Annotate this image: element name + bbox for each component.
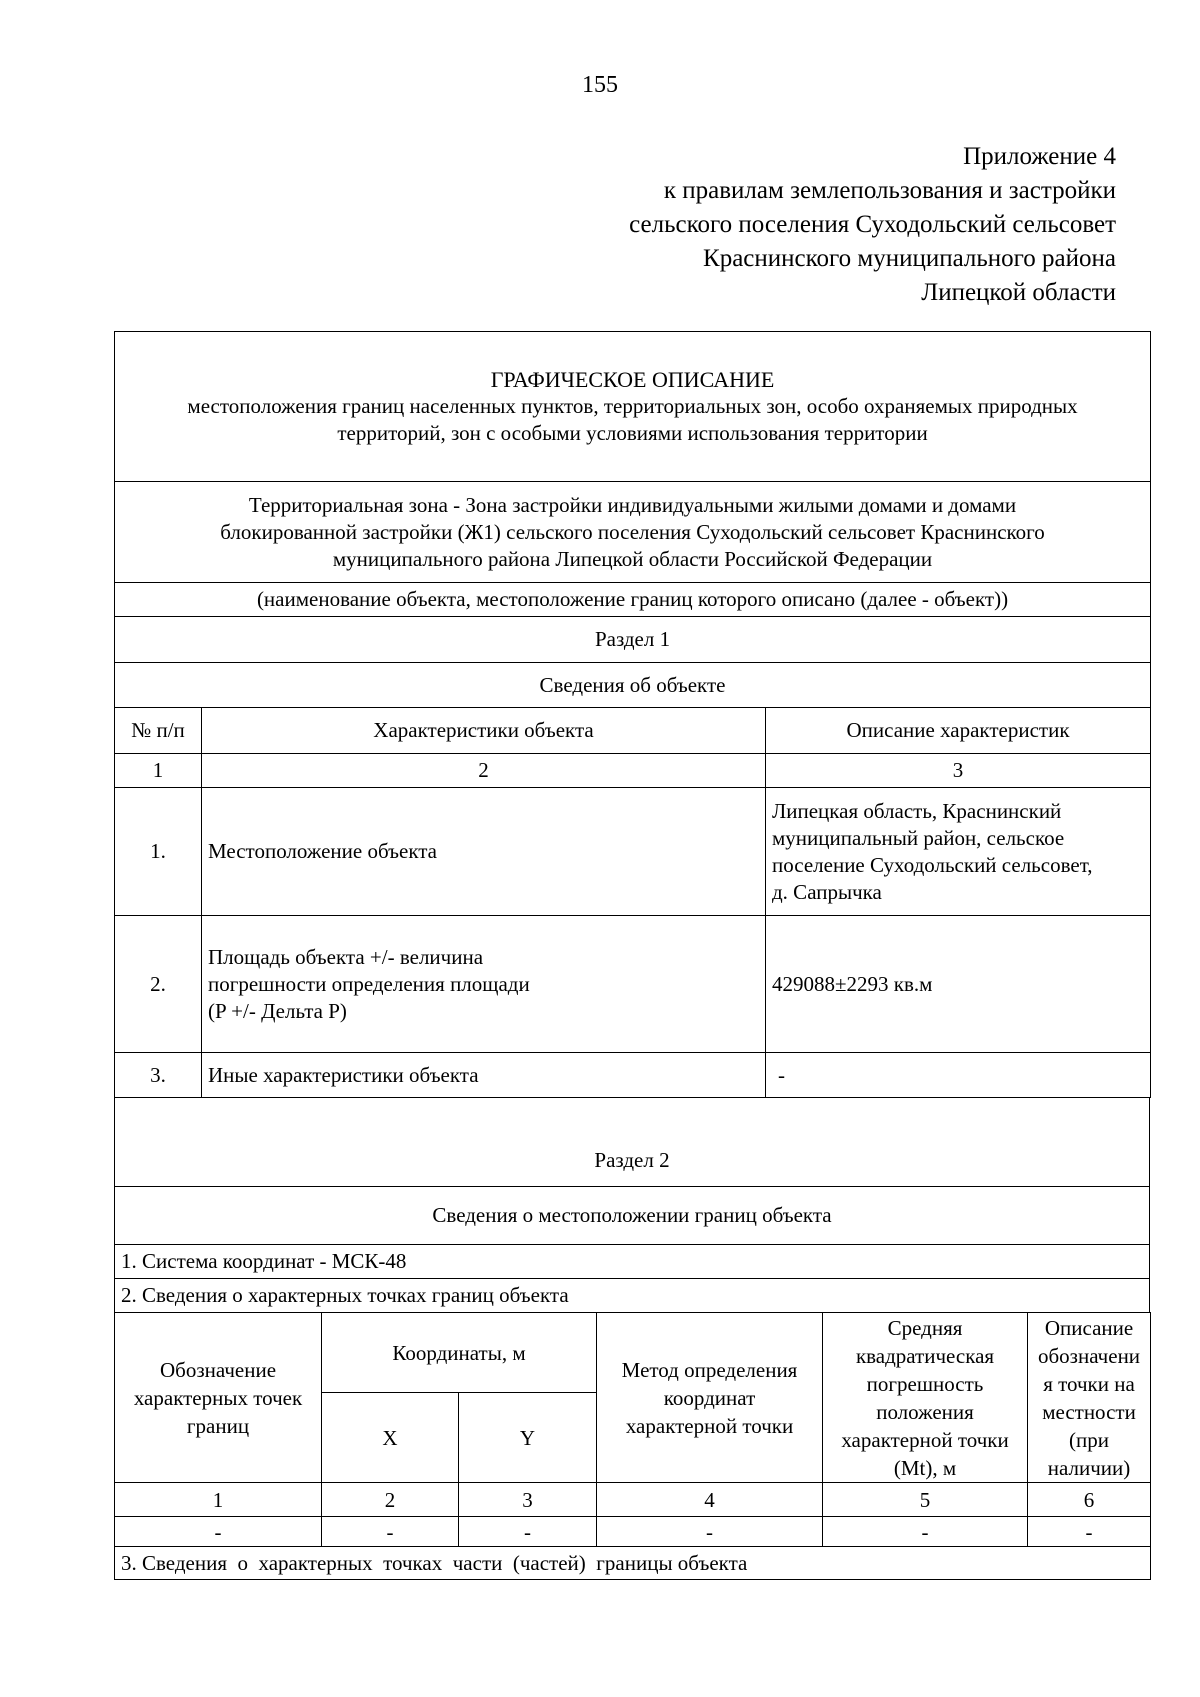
row-description (766, 1053, 1151, 1098)
appendix-block (629, 140, 1116, 310)
table-row (115, 916, 1151, 1053)
description-line: муниципальный район, сельское (772, 825, 1065, 850)
data-cell: - (823, 1517, 1028, 1547)
page-number: 155 (582, 72, 618, 98)
header-line: координат (663, 1385, 756, 1410)
column-header-error (823, 1313, 1028, 1483)
data-cell: - (322, 1517, 459, 1547)
header-line: характерной точки (841, 1427, 1009, 1452)
table-row (115, 1517, 1151, 1547)
points-heading: 2. Сведения о характерных точках границ объекта (115, 1279, 1150, 1313)
header-line: я точки на (1043, 1371, 1135, 1396)
header-line: положения (876, 1399, 974, 1424)
description-line: поселение Суходольский сельсовет, (772, 852, 1093, 877)
table-row (115, 1053, 1151, 1098)
column-header: № п/п (115, 708, 202, 754)
description-line: Липецкая область, Краснинский (772, 798, 1062, 823)
header-line: наличии) (1047, 1455, 1131, 1480)
object-name (115, 482, 1151, 583)
column-header-coordinates: Координаты, м (322, 1313, 597, 1393)
section2-table (114, 1097, 1150, 1313)
header-line: границ (186, 1413, 250, 1438)
column-number: 6 (1028, 1483, 1151, 1517)
characteristic-line: Местоположение объекта (208, 839, 438, 863)
row-description (766, 916, 1151, 1053)
column-header-x: X (322, 1393, 459, 1483)
document-title: ГРАФИЧЕСКОЕ ОПИСАНИЕ (490, 367, 775, 392)
appendix-line: сельского поселения Суходольский сельсовет (629, 211, 1116, 238)
column-header-description (1028, 1313, 1151, 1483)
table-row (115, 788, 1151, 916)
characteristic-line: погрешности определения площади (208, 971, 530, 996)
section1-title: Раздел 1 (115, 617, 1151, 663)
characteristic-line: Иные характеристики объекта (208, 1062, 479, 1087)
data-cell: - (1028, 1517, 1151, 1547)
object-name-line: муниципального района Липецкой области Российской Федерации (332, 546, 933, 571)
coordinate-system: 1. Система координат - МСК-48 (115, 1245, 1150, 1279)
characteristic-line: Площадь объекта +/- величина (208, 944, 484, 969)
header-line: погрешность (866, 1371, 984, 1396)
object-name-line: Территориальная зона - Зона застройки индивидуальными жилыми домами и домами (248, 492, 1017, 517)
column-header-y: Y (459, 1393, 597, 1483)
row-characteristic (202, 916, 766, 1053)
document-header (115, 332, 1151, 482)
header-line: квадратическая (855, 1343, 995, 1368)
object-name-line: блокированной застройки (Ж1) сельского поселения Суходольский сельсовет Краснинского (220, 519, 1045, 544)
characteristic-line: (P +/- Дельта P) (208, 998, 347, 1023)
header-line: Описание (1044, 1315, 1134, 1340)
header-line: Средняя (887, 1315, 963, 1340)
row-characteristic (202, 1053, 766, 1098)
column-header-designation (115, 1313, 322, 1483)
column-number: 3 (459, 1483, 597, 1517)
header-line: характерной точки (625, 1413, 794, 1438)
row-characteristic (202, 788, 766, 916)
header-line: характерных точек (133, 1385, 303, 1410)
column-header-method (597, 1313, 823, 1483)
document-subtitle: местоположения границ населенных пунктов, территориальных зон, особо охраняемых природных (187, 394, 1078, 418)
section2-title: Раздел 2 (115, 1098, 1150, 1187)
points-table (114, 1312, 1151, 1580)
header-line: (при (1069, 1427, 1109, 1452)
header-line: Обозначение (159, 1357, 277, 1382)
column-header: Описание характеристик (766, 708, 1151, 754)
data-cell: - (597, 1517, 823, 1547)
header-line: (Mt), м (893, 1455, 957, 1480)
section2-subtitle: Сведения о местоположении границ объекта (115, 1187, 1150, 1245)
header-line: местности (1042, 1399, 1136, 1424)
column-number: 2 (322, 1483, 459, 1517)
section1-subtitle: Сведения об объекте (115, 663, 1151, 708)
header-line: обозначени (1037, 1343, 1141, 1368)
row-description (766, 788, 1151, 916)
column-number: 1 (115, 754, 202, 788)
appendix-line: Краснинского муниципального района (703, 245, 1116, 272)
row-number: 2. (115, 916, 202, 1053)
description-line: - (778, 1062, 785, 1087)
section1-table (114, 331, 1151, 1098)
column-number: 5 (823, 1483, 1028, 1517)
object-caption: (наименование объекта, местоположение границ которого описано (далее - объект)) (115, 583, 1151, 617)
description-line: 429088±2293 кв.м (772, 971, 933, 996)
column-number: 3 (766, 754, 1151, 788)
column-number: 4 (597, 1483, 823, 1517)
row-number: 1. (115, 788, 202, 916)
appendix-line: Приложение 4 (963, 143, 1116, 170)
column-number: 1 (115, 1483, 322, 1517)
data-cell: - (115, 1517, 322, 1547)
row-number: 3. (115, 1053, 202, 1098)
appendix-line: Липецкой области (921, 279, 1116, 306)
column-number: 2 (202, 754, 766, 788)
document-subtitle: территорий, зон с особыми условиями использования территории (337, 421, 928, 445)
column-header: Характеристики объекта (202, 708, 766, 754)
graphic-description-form (114, 331, 1150, 1580)
appendix-line: к правилам землепользования и застройки (663, 177, 1116, 204)
data-cell: - (459, 1517, 597, 1547)
header-line: Метод определения (621, 1357, 798, 1382)
description-line: д. Сапрычка (772, 879, 882, 904)
parts-heading: 3. Сведения о характерных точках части (частей) границы объекта (115, 1547, 1151, 1580)
